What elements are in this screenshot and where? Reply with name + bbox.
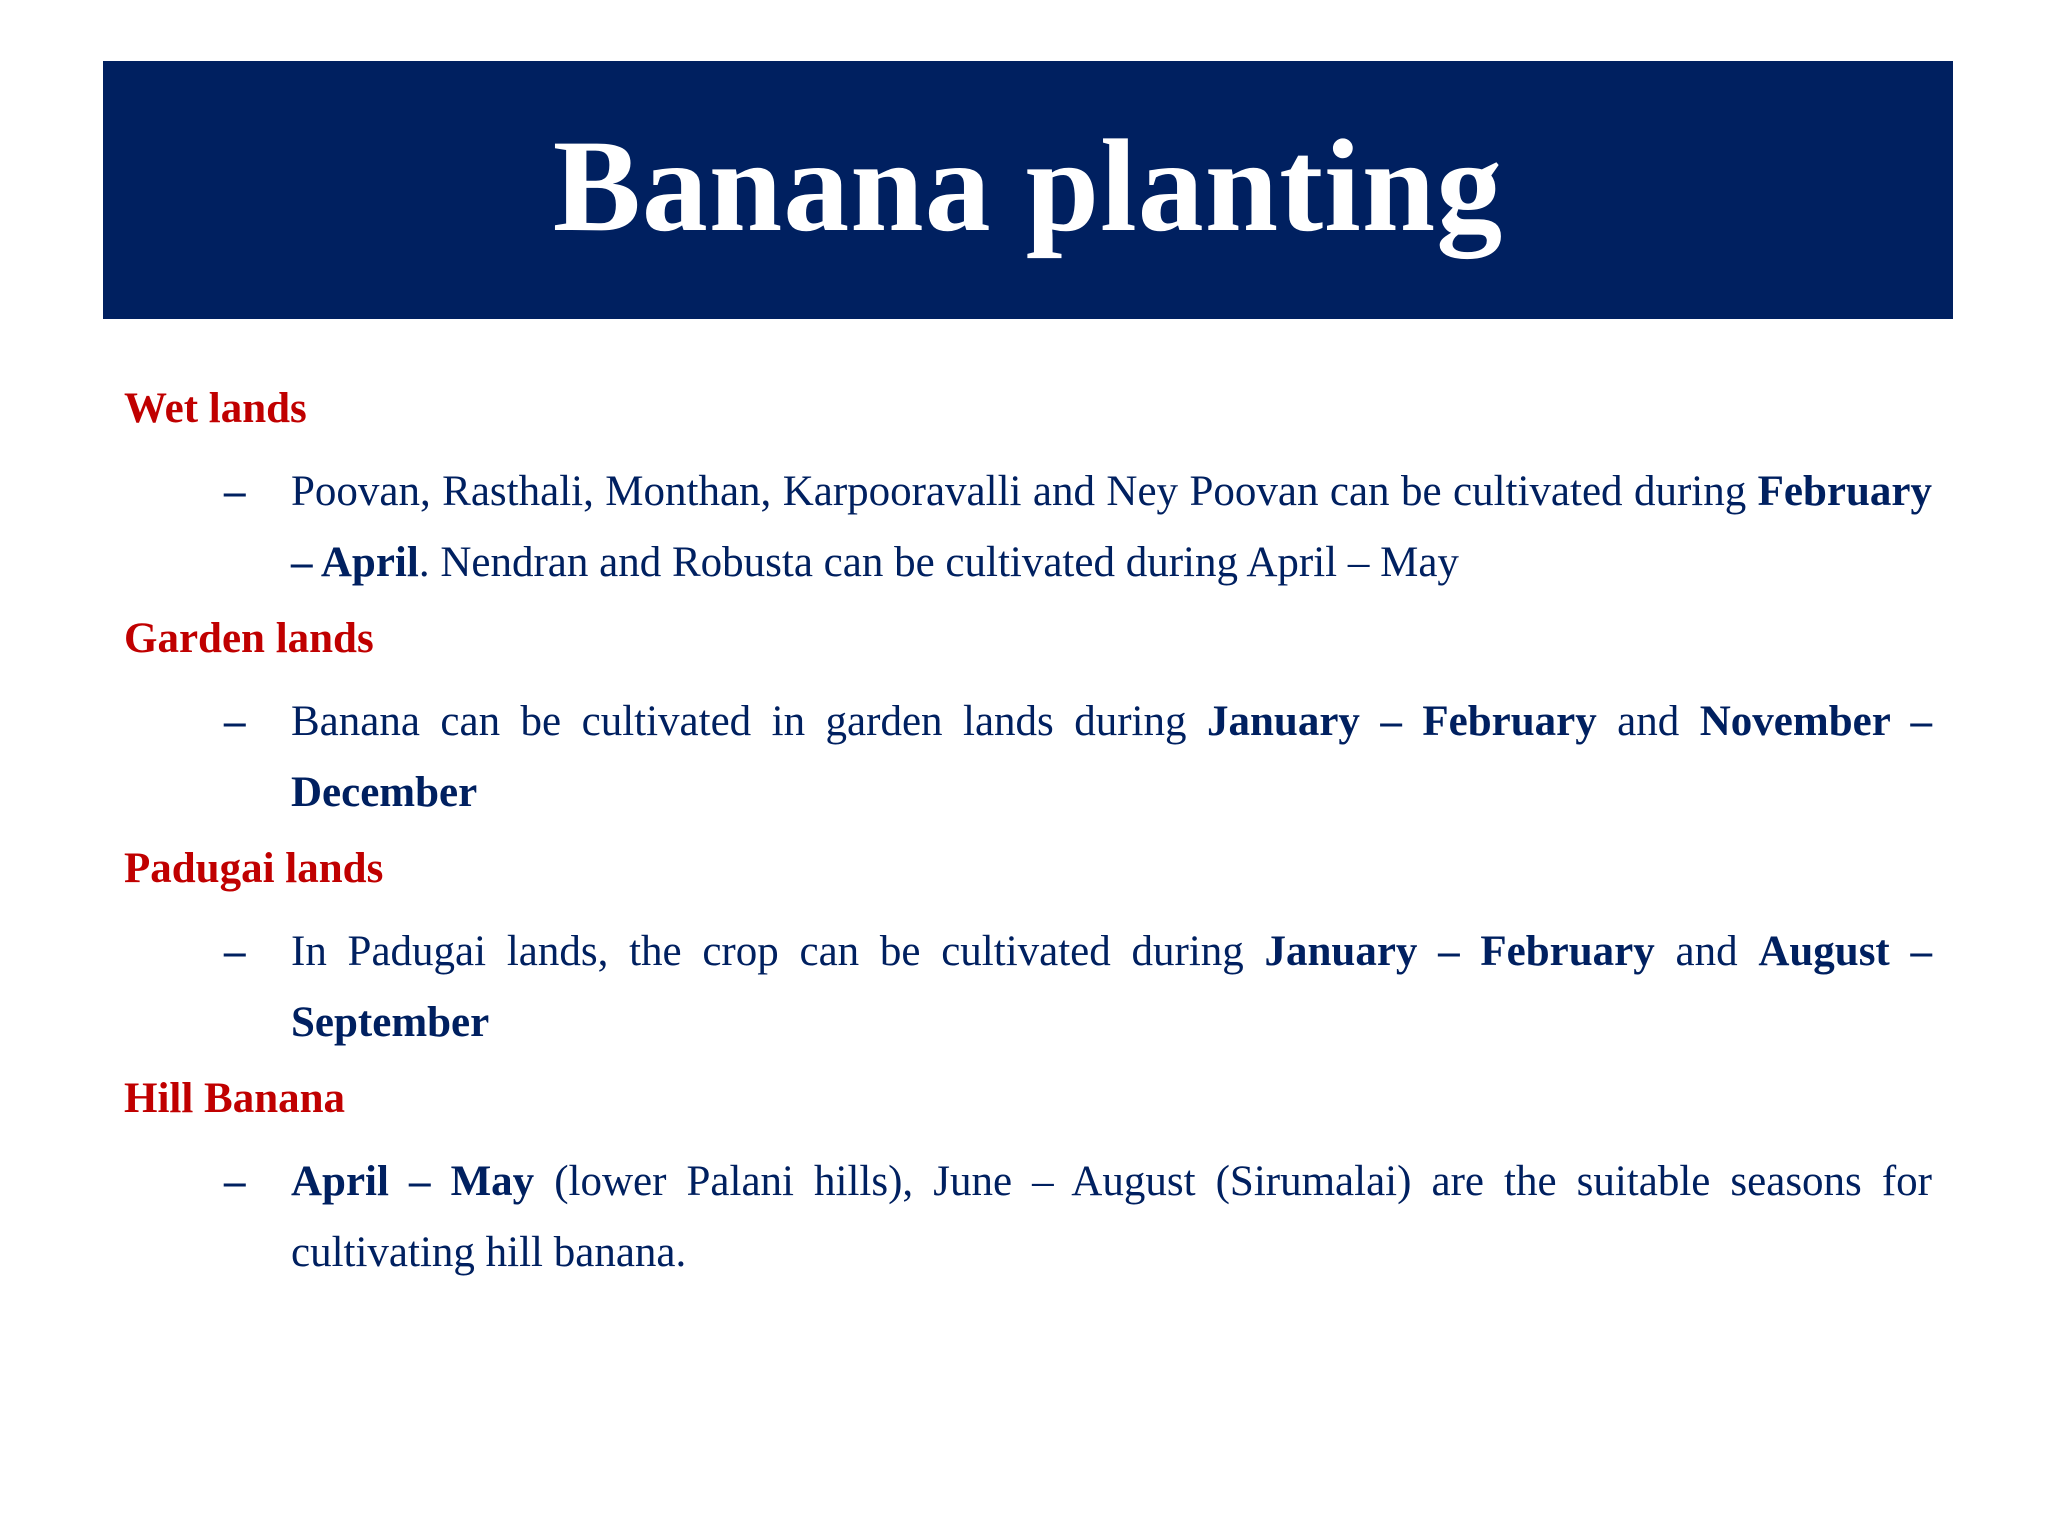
bullet-bold-text: January – February [1264, 928, 1655, 975]
bullet-text: Banana can be cultivated in garden lands during [291, 698, 1207, 745]
bullet-text: Poovan, Rasthali, Monthan, Karpooravalli and Ney Poovan can be cultivated during [291, 468, 1758, 515]
bullet-text: and [1654, 928, 1759, 975]
section-wet-lands [124, 372, 1932, 598]
section-heading: Garden lands [124, 615, 374, 662]
bullet-bold-text: August – September [291, 928, 1932, 1046]
slide-content [124, 372, 1932, 1292]
section-heading: Hill Banana [124, 1075, 346, 1122]
bullet-item [124, 916, 1932, 1058]
bullet-bold-text: January – February [1206, 698, 1597, 745]
bullet-bold-text: November – December [291, 698, 1932, 816]
section-padugai-lands [124, 832, 1932, 1058]
bullet-text: . Nendran and Robusta can be cultivated during April – May [418, 539, 1459, 586]
bullet-bold-text: April – May [291, 1158, 535, 1205]
dash-bullet-icon: – [224, 468, 246, 515]
dash-bullet-icon: – [224, 1158, 246, 1205]
bullet-bold-text: February – April [291, 468, 1932, 586]
title-banner [103, 61, 1953, 319]
bullet-item [124, 686, 1932, 828]
section-hill-banana [124, 1062, 1932, 1288]
section-garden-lands [124, 602, 1932, 828]
bullet-item [124, 1146, 1932, 1288]
bullet-text: (lower Palani hills), June – August (Sirumalai) are the suitable seasons for cultivating hill banana. [291, 1158, 1932, 1276]
bullet-item [124, 456, 1932, 598]
bullet-text: In Padugai lands, the crop can be cultivated during [291, 928, 1265, 975]
section-heading: Padugai lands [124, 845, 384, 892]
slide-title: Banana planting [552, 112, 1504, 259]
dash-bullet-icon: – [224, 698, 246, 745]
dash-bullet-icon: – [224, 928, 246, 975]
bullet-text: and [1596, 698, 1700, 745]
section-heading: Wet lands [124, 385, 307, 432]
